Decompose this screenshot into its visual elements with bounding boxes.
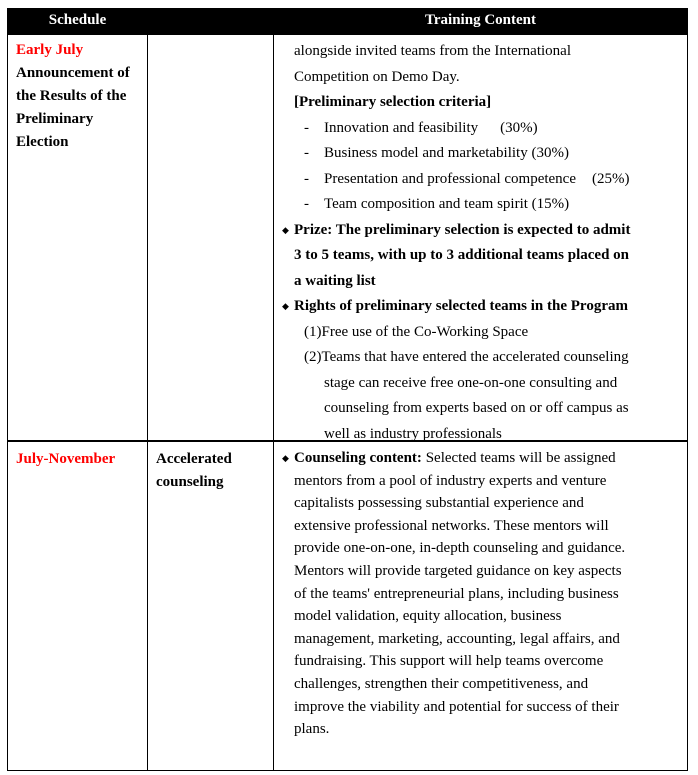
table-row <box>7 33 688 441</box>
header-schedule: Schedule <box>48 12 107 28</box>
stage-label: Accelerated counseling <box>156 451 232 490</box>
counseling-content-bullet: ◆ Counseling content: Selected teams will be assigned mentors from a pool of industry experts and venture capitalists possessing substantial experience and extensive professional networks. These mentors will provide one-on-one, in-depth counseling and guidance. Mentors will provide targeted guidance on key aspects of the teams' entrepreneurial plans, including business model validation, equity allocation, business management, marketing, accounting, legal affairs, and fundraising. This support will help teams overcome challenges, strengthen their competitiveness, and improve the viability and potential for success of their plans. <box>280 447 681 741</box>
schedule-title: Announcement of the Results of the Preliminary Election <box>16 65 130 150</box>
criteria-item: - Presentation and professional competence (25%) <box>304 170 630 187</box>
criteria-item: - Innovation and feasibility (30%) <box>304 119 538 136</box>
diamond-bullet-icon: ◆ <box>282 301 289 311</box>
criteria-item: - Team composition and team spirit (15%) <box>304 196 570 212</box>
rights-item: (1)Free use of the Co-Working Space <box>304 323 529 340</box>
rights-bullet: ◆ Rights of preliminary selected teams in the Program <box>280 294 681 320</box>
rights-item: (2)Teams that have entered the accelerated counseling <box>304 349 629 365</box>
criteria-heading: [Preliminary selection criteria] <box>294 94 492 110</box>
schedule-date: Early July <box>16 42 84 58</box>
rights-item-cont: counseling from experts based on or off campus as <box>324 400 629 416</box>
rights-item-cont: well as industry professionals <box>324 425 502 442</box>
header-training-content: Training Content <box>425 12 536 28</box>
intro-line: Competition on Demo Day. <box>294 68 460 85</box>
table-header <box>7 8 688 33</box>
schedule-cell <box>8 35 148 440</box>
prize-bullet: ◆ Prize: The preliminary selection is expected to admit 3 to 5 teams, with up to 3 additional teams placed on a waiting list <box>280 218 681 295</box>
diamond-bullet-icon: ◆ <box>282 453 289 463</box>
schedule-date: July-November <box>16 451 116 467</box>
diamond-bullet-icon: ◆ <box>282 224 289 235</box>
criteria-item: - Business model and marketability (30%) <box>304 145 569 161</box>
table-row <box>7 441 688 771</box>
rights-item-cont: stage can receive free one-on-one consulting and <box>324 374 618 391</box>
stage-cell <box>148 442 274 770</box>
training-content-cell <box>274 442 687 770</box>
training-content-cell <box>274 35 687 440</box>
schedule-table <box>7 8 688 771</box>
stage-cell <box>148 35 274 440</box>
counseling-content-label: Counseling content: <box>294 450 422 466</box>
schedule-cell <box>8 442 148 770</box>
intro-line: alongside invited teams from the International <box>294 43 572 59</box>
